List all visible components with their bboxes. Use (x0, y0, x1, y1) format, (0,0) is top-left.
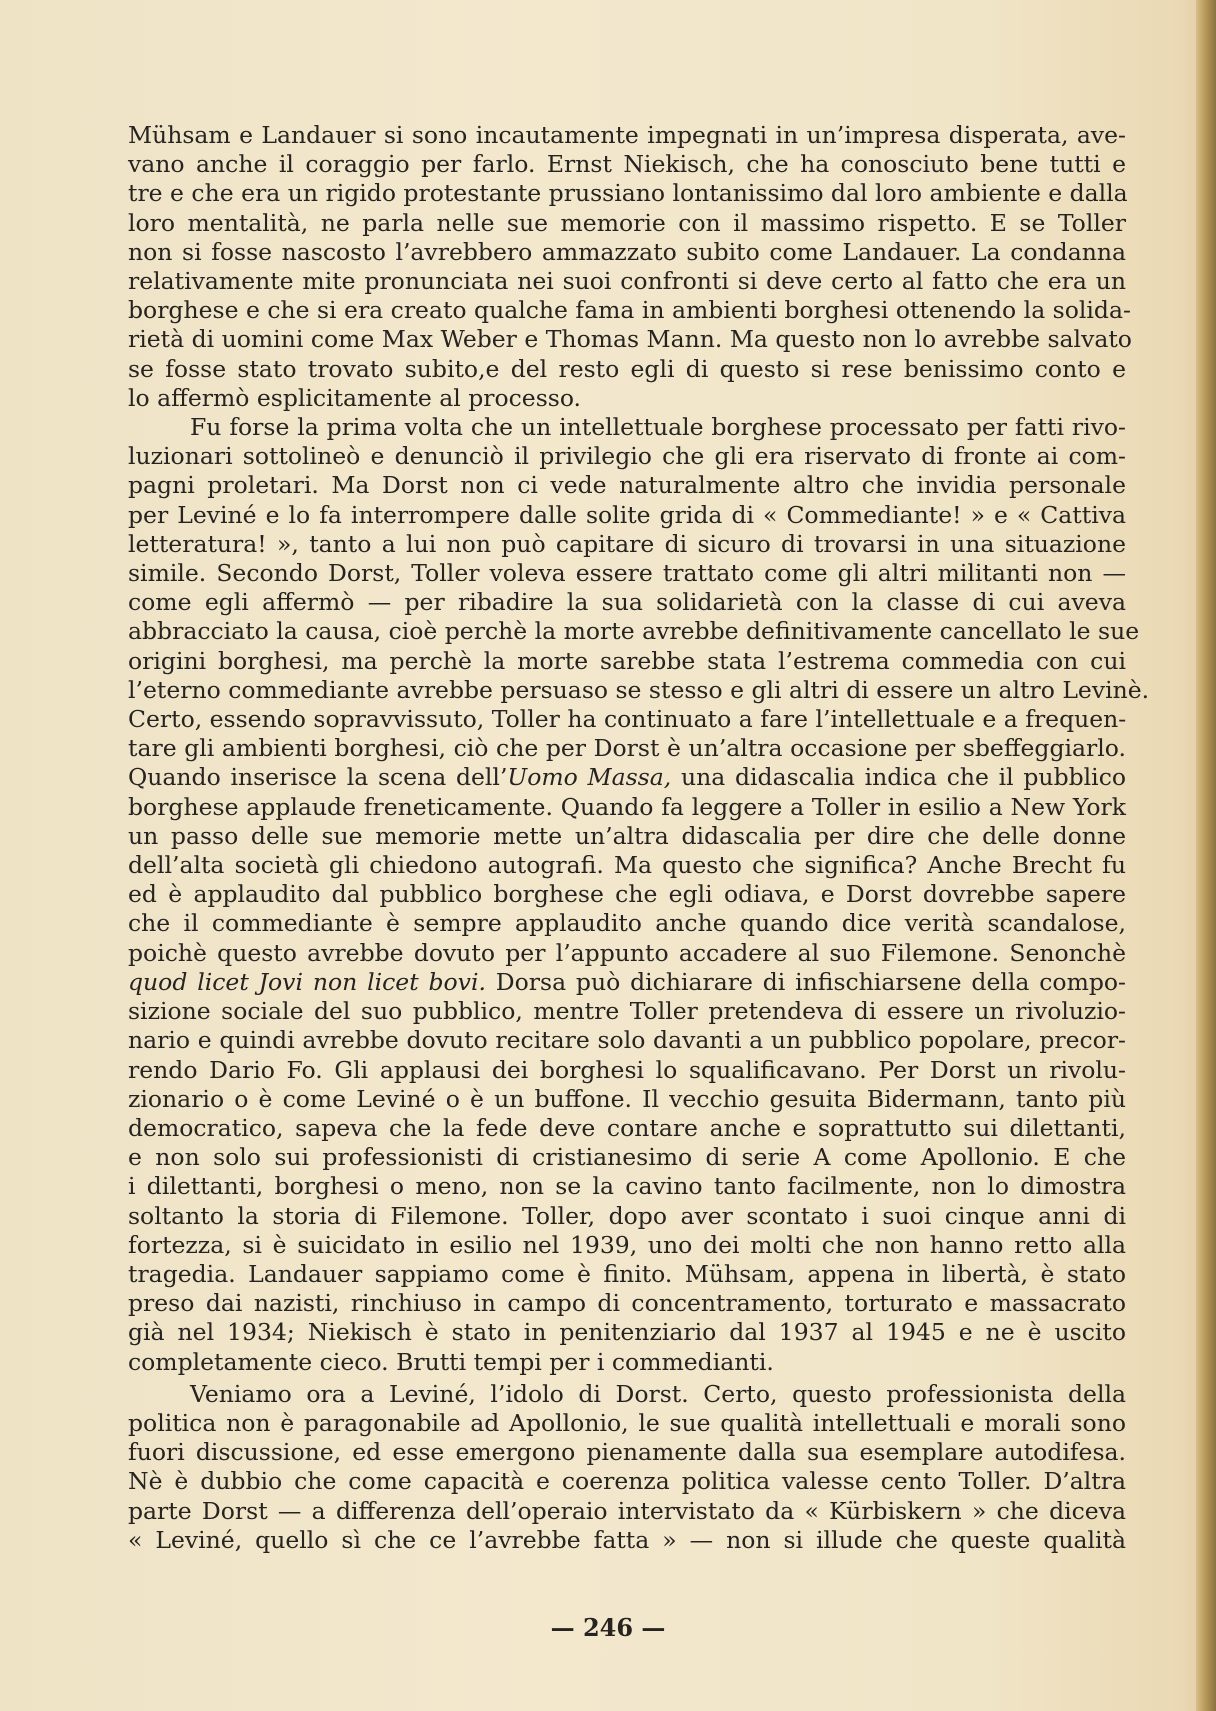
text-line: per Leviné e lo fa interrompere dalle solite grida di « Commediante! » e « Cattiva (128, 500, 1126, 529)
text-line: e non solo sui professionisti di cristianesimo di serie A come Apollonio. E che (128, 1143, 1126, 1172)
text-line: borghese e che si era creato qualche fama in ambienti borghesi ottenendo la solida- (128, 296, 1131, 325)
text-line: non si fosse nascosto l’avrebbero ammazzato subito come Landauer. La condanna (128, 237, 1126, 266)
text-line: politica non è paragonabile ad Apollonio, le sue qualità intellettuali e morali sono (128, 1408, 1126, 1437)
text-line: nario e quindi avrebbe dovuto recitare solo davanti a un pubblico popolare, precor- (128, 1026, 1126, 1055)
text-line: come egli affermò — per ribadire la sua solidarietà con la classe di cui aveva (128, 588, 1126, 617)
text-line: Mühsam e Landauer si sono incautamente impegnati in un’impresa disperata, ave- (128, 121, 1126, 149)
text-line: parte Dorst — a differenza dell’operaio intervistato da « Kürbiskern » che diceva (128, 1496, 1126, 1525)
text-line: già nel 1934; Niekisch è stato in penitenziario dal 1937 al 1945 e ne è uscito (128, 1318, 1126, 1347)
text-line: relativamente mite pronunciata nei suoi confronti si deve certo al fatto che era un (128, 267, 1126, 296)
text-line: i dilettanti, borghesi o meno, non se la cavino tanto facilmente, non lo dimostra (128, 1172, 1126, 1201)
text-line: soltanto la storia di Filemone. Toller, dopo aver scontato i suoi cinque anni di (128, 1201, 1126, 1230)
text-line: vano anche il coraggio per farlo. Ernst Niekisch, che ha conosciuto bene tutti e (128, 150, 1126, 179)
text-line: tre e che era un rigido protestante prussiano lontanissimo dal loro ambiente e dalla (128, 179, 1128, 208)
text-line: dell’alta società gli chiedono autografi. Ma questo che significa? Anche Brecht fu (128, 851, 1126, 880)
text-line: abbracciato la causa, cioè perchè la morte avrebbe definitivamente cancellato le sue (128, 617, 1140, 646)
paragraph-1 (128, 121, 1132, 413)
page-number: — 246 — (550, 1613, 666, 1642)
text-line: luzionari sottolineò e denunciò il privilegio che gli era riservato di fronte ai com- (128, 442, 1126, 471)
text-line: Fu forse la prima volta che un intellettuale borghese processato per fatti rivo- (190, 413, 1126, 442)
text-line: letteratura! », tanto a lui non può capitare di sicuro di trovarsi in una situazione (128, 529, 1126, 558)
text-line: un passo delle sue memorie mette un’altra didascalia per dire che delle donne (128, 821, 1126, 850)
text-line: rietà di uomini come Max Weber e Thomas Mann. Ma questo non lo avrebbe salvato (128, 325, 1132, 354)
text-line: ed è applaudito dal pubblico borghese che egli odiava, e Dorst dovrebbe sapere (128, 880, 1126, 909)
text-line: preso dai nazisti, rinchiuso in campo di concentramento, torturato e massacrato (128, 1289, 1126, 1318)
text-line: che il commediante è sempre applaudito anche quando dice verità scandalose, (128, 909, 1126, 938)
text-line: Veniamo ora a Leviné, l’idolo di Dorst. Certo, questo professionista della (190, 1379, 1126, 1408)
text-line: tragedia. Landauer sappiamo come è finito. Mühsam, appena in libertà, è stato (128, 1259, 1126, 1288)
text-line: Nè è dubbio che come capacità e coerenza politica valesse cento Toller. D’altra (128, 1467, 1126, 1496)
body-text (128, 121, 1150, 1555)
paragraph-3 (128, 1380, 1126, 1555)
text-line: « Leviné, quello sì che ce l’avrebbe fatta » — non si illude che queste qualità (128, 1525, 1126, 1554)
text-line: fuori discussione, ed esse emergono pienamente dalla sua esemplare autodifesa. (128, 1438, 1126, 1467)
text-line: l’eterno commediante avrebbe persuaso se stesso e gli altri di essere un altro Levinè. (128, 675, 1150, 704)
text-line: fortezza, si è suicidato in esilio nel 1939, uno dei molti che non hanno retto alla (128, 1230, 1126, 1259)
text-line: completamente cieco. Brutti tempi per i commedianti. (128, 1347, 774, 1376)
text-line: lo affermò esplicitamente al processo. (128, 383, 582, 412)
text-line: Quando inserisce la scena dell’Uomo Massa, una didascalia indica che il pubblico (128, 763, 1126, 792)
text-line: loro mentalità, ne parla nelle sue memorie con il massimo rispetto. E se Toller (128, 208, 1126, 237)
paragraph-2 (128, 413, 1150, 1377)
text-line: quod licet Jovi non licet bovi. Dorsa può dichiarare di infischiarsene della compo- (128, 967, 1126, 996)
text-line: simile. Secondo Dorst, Toller voleva essere trattato come gli altri militanti non — (128, 559, 1126, 588)
text-line: borghese applaude freneticamente. Quando fa leggere a Toller in esilio a New York (128, 792, 1126, 821)
text-line: sizione sociale del suo pubblico, mentre Toller pretendeva di essere un rivoluzio- (128, 997, 1126, 1026)
text-line: se fosse stato trovato subito,e del resto egli di questo si rese benissimo conto e (128, 354, 1126, 383)
text-line: rendo Dario Fo. Gli applausi dei borghesi lo squalificavano. Per Dorst un rivolu- (128, 1055, 1126, 1084)
text-line: zionario o è come Leviné o è un buffone. Il vecchio gesuita Bidermann, tanto più (128, 1084, 1126, 1113)
text-line: tare gli ambienti borghesi, ciò che per Dorst è un’altra occasione per sbeffeggiarlo. (128, 734, 1126, 763)
text-line: Certo, essendo sopravvissuto, Toller ha continuato a fare l’intellettuale e a frequen- (128, 705, 1127, 734)
text-line: democratico, sapeva che la fede deve contare anche e soprattutto sui dilettanti, (128, 1113, 1126, 1142)
text-line: pagni proletari. Ma Dorst non ci vede naturalmente altro che invidia personale (128, 471, 1126, 500)
page-edge-shadow (1196, 0, 1216, 1711)
text-line: poichè questo avrebbe dovuto per l’appunto accadere al suo Filemone. Senonchè (128, 938, 1126, 967)
text-line: origini borghesi, ma perchè la morte sarebbe stata l’estrema commedia con cui (128, 646, 1126, 675)
